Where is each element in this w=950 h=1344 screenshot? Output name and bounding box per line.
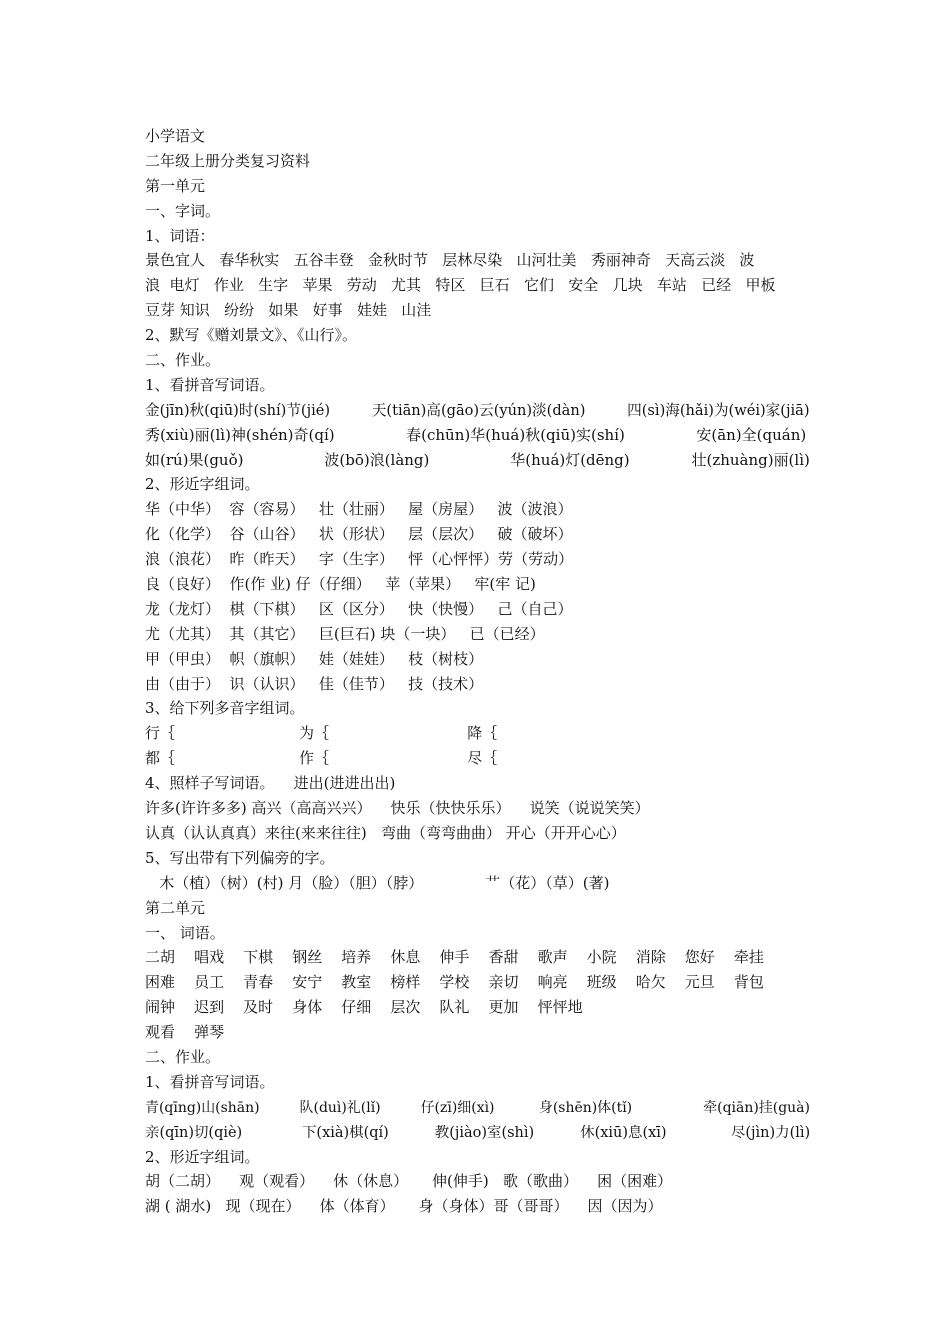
pinyin-line: 如(rú)果(guǒ) 波(bō)浪(làng) 华(huá)灯(dēng) 壮(zhuàng)丽(lì) bbox=[145, 450, 810, 469]
similar-char-line: 胡（二胡） 观（观看） 休（休息） 伸(伸手) 歌（歌曲） 困（困难） bbox=[145, 1172, 673, 1191]
polyphone-line: 行｛ 为｛ 降｛ bbox=[145, 724, 498, 743]
vocab-line: 困难 员工 青春 安宁 教室 榜样 学校 亲切 响亮 班级 哈欠 元旦 背包 bbox=[145, 973, 764, 992]
similar-char-line: 湖 ( 湖水) 现（现在） 体（体育） 身（身体）哥（哥哥） 因（因为） bbox=[145, 1197, 663, 1216]
subsection-heading: 1、词语： bbox=[145, 226, 215, 245]
polyphone-line: 都｛ 作｛ 尽｛ bbox=[145, 749, 498, 768]
pinyin-line: 金(jīn)秋(qiū)时(shí)节(jié) 天(tiān)高(gāo)云(yún)淡(dàn) 四(sì)海(hǎi)为(wéi)家(jiā) bbox=[145, 401, 810, 419]
similar-char-line: 华（中华） 容（容易） 壮（壮丽） 屋（房屋） 波（波浪） bbox=[145, 500, 573, 519]
similar-char-line: 龙（龙灯） 棋（下棋） 区（区分） 快（快慢） 己（自己） bbox=[145, 599, 573, 618]
document-body bbox=[145, 124, 810, 1219]
vocab-line: 闹钟 迟到 及时 身体 仔细 层次 队礼 更加 怦怦地 bbox=[145, 998, 583, 1017]
radical-line: 木（植）（树）(村) 月（脸）（胆）（脖） 艹（花）（草）(著) bbox=[145, 873, 610, 892]
vocab-line: 浪 电灯 作业 生字 苹果 劳动 尤其 特区 巨石 它们 安全 几块 车站 已经 甲板 bbox=[145, 276, 776, 295]
subsection-heading: 1、看拼音写词语。 bbox=[145, 375, 275, 394]
pinyin-line: 亲(qīn)切(qiè) 下(xià)棋(qí) 教(jiào)室(shì) 休(xiū)息(xī) 尽(jìn)力(lì) bbox=[145, 1124, 811, 1141]
vocab-line: 豆芽 知识 纷纷 如果 好事 娃娃 山洼 bbox=[145, 301, 432, 320]
example-line: 许多(许许多多) 高兴（高高兴兴） 快乐（快快乐乐） 说笑（说说笑笑） bbox=[145, 799, 650, 818]
unit-one-heading: 第一单元 bbox=[145, 176, 206, 195]
subsection-heading: 2、形近字组词。 bbox=[145, 1147, 260, 1166]
example-line: 认真（认认真真）来往(来来往往) 弯曲（弯弯曲曲） 开心（开开心心） bbox=[145, 823, 626, 842]
subsection-heading: 5、写出带有下列偏旁的字。 bbox=[145, 848, 335, 867]
subsection-heading: 4、照样子写词语。 进出(进进出出) bbox=[145, 774, 396, 793]
vocab-line: 景色宜人 春华秋实 五谷丰登 金秋时节 层林尽染 山河壮美 秀丽神奇 天高云淡 波 bbox=[145, 251, 755, 270]
similar-char-line: 由（由于） 识（认识） 佳（佳节） 技（技术） bbox=[145, 674, 484, 693]
similar-char-line: 浪（浪花） 昨（昨天） 字（生字） 怦（心怦怦）劳（劳动） bbox=[145, 550, 574, 569]
subsection-heading: 1、看拼音写词语。 bbox=[145, 1072, 275, 1091]
similar-char-line: 良（良好） 作(作 业) 仔（仔细） 苹（苹果） 牢(牢 记) bbox=[145, 575, 536, 594]
subsection-heading: 3、给下列多音字组词。 bbox=[145, 699, 305, 718]
instruction-line: 2、默写《赠刘景文》、《山行》。 bbox=[145, 326, 358, 345]
vocab-line: 观看 弹琴 bbox=[145, 1023, 225, 1042]
section-heading: 一、字词。 bbox=[145, 201, 221, 220]
section-heading: 一、 词语。 bbox=[145, 923, 225, 942]
similar-char-line: 化（化学） 谷（山谷） 状（形状） 层（层次） 破（破坏） bbox=[145, 525, 573, 544]
subsection-heading: 2、形近字组词。 bbox=[145, 475, 260, 494]
pinyin-line: 青(qīng)山(shān) 队(duì)礼(lǐ) 仔(zī)细(xì) 身(shēn)体(tǐ) 牵(qiān)挂(guà) bbox=[145, 1099, 810, 1116]
pinyin-line: 秀(xiù)丽(lì)神(shén)奇(qí) 春(chūn)华(huá)秋(qiū)实(shí) 安(ān)全(quán) bbox=[145, 425, 807, 444]
doc-subtitle: 二年级上册分类复习资料 bbox=[145, 151, 311, 170]
doc-title: 小学语文 bbox=[145, 127, 206, 145]
section-heading: 二、作业。 bbox=[145, 351, 221, 370]
similar-char-line: 甲（甲虫） 帜（旗帜） 娃（娃娃） 枝（树枝） bbox=[145, 649, 484, 668]
similar-char-line: 尤（尤其） 其（其它） 巨(巨石) 块（一块） 已（已经） bbox=[145, 624, 545, 643]
section-heading: 二、作业。 bbox=[145, 1047, 221, 1066]
unit-two-heading: 第二单元 bbox=[145, 898, 206, 917]
vocab-line: 二胡 唱戏 下棋 钢丝 培养 休息 伸手 香甜 歌声 小院 消除 您好 牵挂 bbox=[145, 948, 764, 967]
